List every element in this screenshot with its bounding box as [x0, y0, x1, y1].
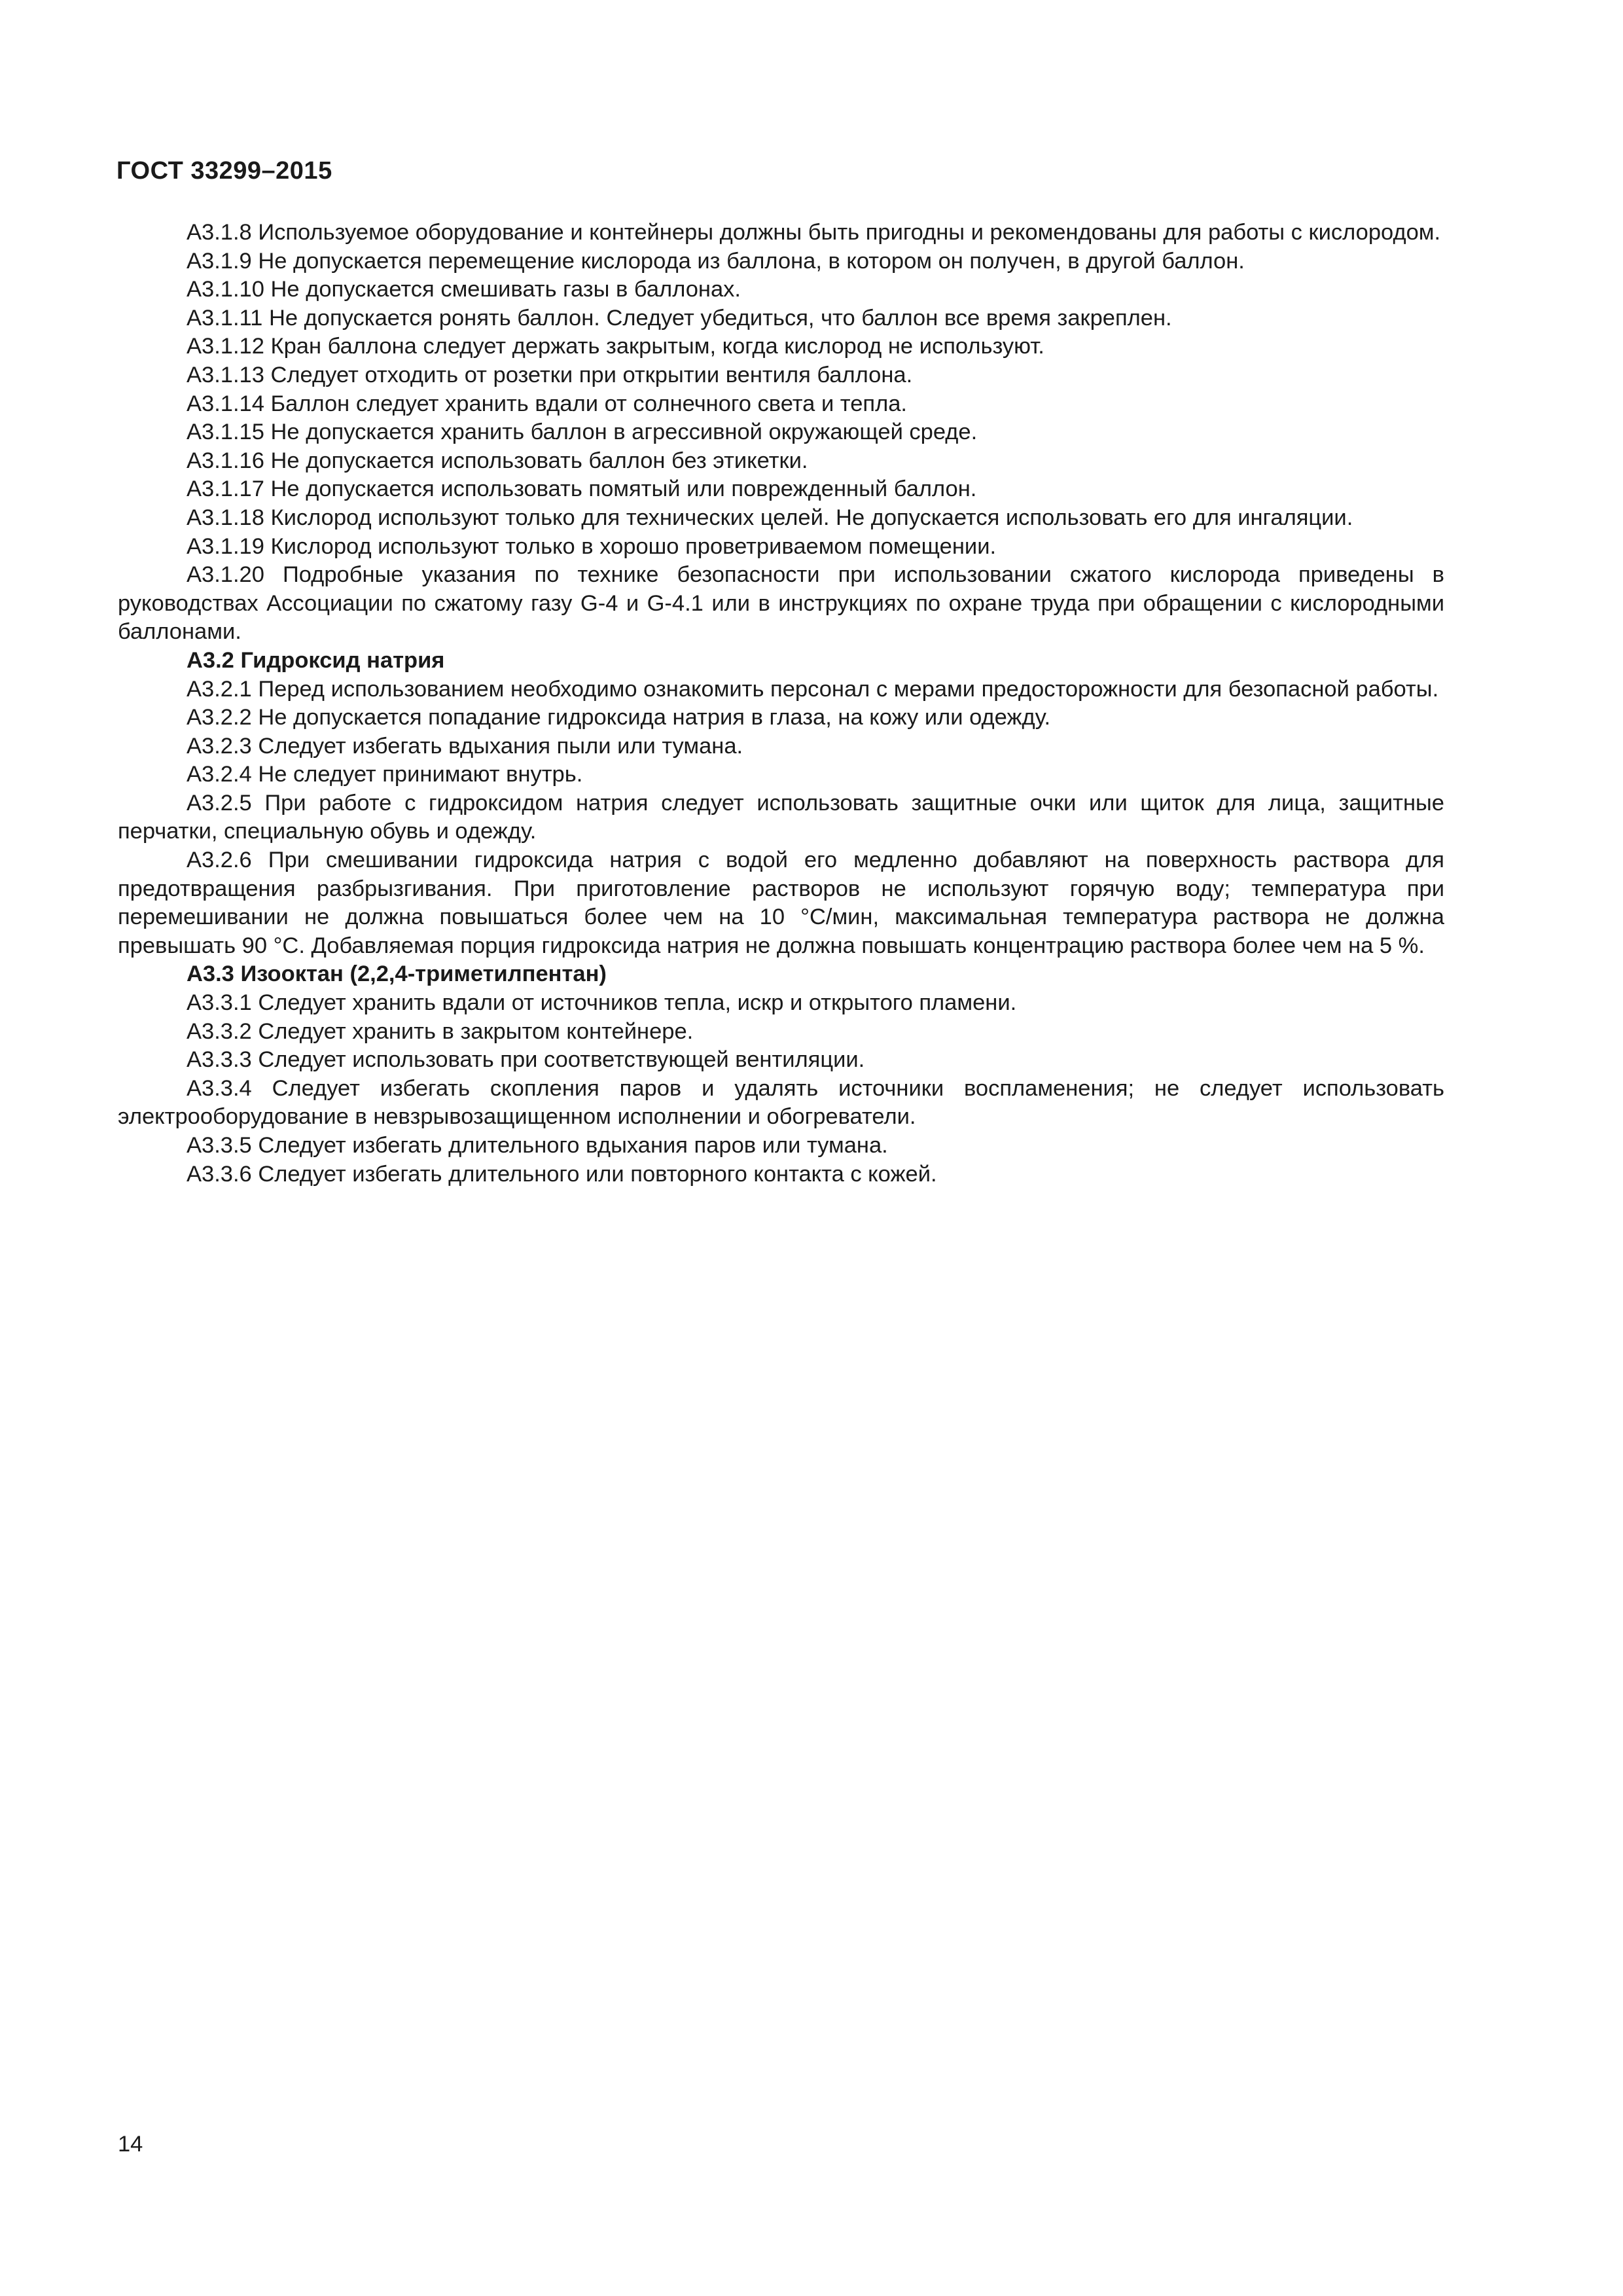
paragraph: А3.3.2 Следует хранить в закрытом контейнере. — [187, 1018, 694, 1044]
paragraph: А3.3.1 Следует хранить вдали от источников тепла, искр и открытого пламени. — [187, 990, 1017, 1016]
paragraph: А3.2.3 Следует избегать вдыхания пыли или тумана. — [187, 733, 743, 759]
paragraph: А3.1.15 Не допускается хранить баллон в агрессивной окружающей среде. — [187, 420, 978, 445]
paragraph: А3.1.10 Не допускается смешивать газы в баллонах. — [187, 277, 741, 302]
paragraph: А3.2.6 При смешивании гидроксида натрия с водой его медленно добавляют на поверхность раствора для предотвращения разбрызгивания. При приготовление растворов не используют горячую воду; температура при перемешивании не должна повышаться более чем на 10 °С/мин, максимальная температура раствора не должна превышать 90 °С. Добавляемая порция гидроксида натрия не должна повышать концентрацию раствора более чем на 5 %. — [118, 848, 1444, 958]
paragraph: А3.1.18 Кислород используют только для технических целей. Не допускается использовать его для ингаляции. — [187, 505, 1353, 530]
paragraph: А3.2.5 При работе с гидроксидом натрия следует использовать защитные очки или щиток для лица, защитные перчатки, специальную обувь и одежду. — [118, 790, 1444, 844]
paragraph: А3.1.9 Не допускается перемещение кислорода из баллона, в котором он получен, в другой баллон. — [187, 248, 1245, 274]
paragraph: А3.3.3 Следует использовать при соответствующей вентиляции. — [187, 1047, 865, 1073]
paragraph: А3.1.12 Кран баллона следует держать закрытым, когда кислород не используют. — [187, 334, 1044, 359]
document-header: ГОСТ 33299–2015 — [116, 157, 332, 185]
paragraph: А3.1.19 Кислород используют только в хорошо проветриваемом помещении. — [187, 533, 997, 559]
paragraph: А3.1.11 Не допускается ронять баллон. Следует убедиться, что баллон все время закреплен. — [187, 305, 1172, 331]
paragraph: А3.2.2 Не допускается попадание гидроксида натрия в глаза, на кожу или одежду. — [187, 705, 1051, 730]
paragraph: А3.3.6 Следует избегать длительного или повторного контакта с кожей. — [187, 1161, 937, 1187]
paragraph: А3.3.5 Следует избегать длительного вдыхания паров или тумана. — [187, 1133, 888, 1158]
page-number: 14 — [118, 2132, 143, 2157]
paragraph: А3.1.20 Подробные указания по технике безопасности при использовании сжатого кислорода приведены в руководствах Ассоциации по сжатому газу G-4 и G-4.1 или в инструкциях по охране труда при обращении с кислородными баллонами. — [118, 562, 1444, 645]
paragraph: А3.2.1 Перед использованием необходимо ознакомить персонал с мерами предосторожности для безопасной работы. — [187, 676, 1439, 702]
section-heading: А3.3 Изооктан (2,2,4-триметилпентан) — [187, 961, 607, 987]
paragraph: А3.1.8 Используемое оборудование и контейнеры должны быть пригодны и рекомендованы для работы с кислородом. — [187, 220, 1441, 245]
paragraph: А3.2.4 Не следует принимают внутрь. — [187, 762, 583, 787]
paragraph: А3.1.13 Следует отходить от розетки при открытии вентиля баллона. — [187, 362, 913, 387]
document-body — [118, 219, 1444, 1189]
paragraph: А3.1.16 Не допускается использовать баллон без этикетки. — [187, 448, 808, 473]
paragraph: А3.1.14 Баллон следует хранить вдали от солнечного света и тепла. — [187, 391, 907, 416]
paragraph: А3.1.17 Не допускается использовать помятый или поврежденный баллон. — [187, 476, 977, 502]
paragraph: А3.3.4 Следует избегать скопления паров и удалять источники воспламенения; не следует использовать электрооборудование в невзрывозащищенном исполнении и обогреватели. — [118, 1075, 1444, 1130]
section-heading: А3.2 Гидроксид натрия — [187, 647, 445, 673]
